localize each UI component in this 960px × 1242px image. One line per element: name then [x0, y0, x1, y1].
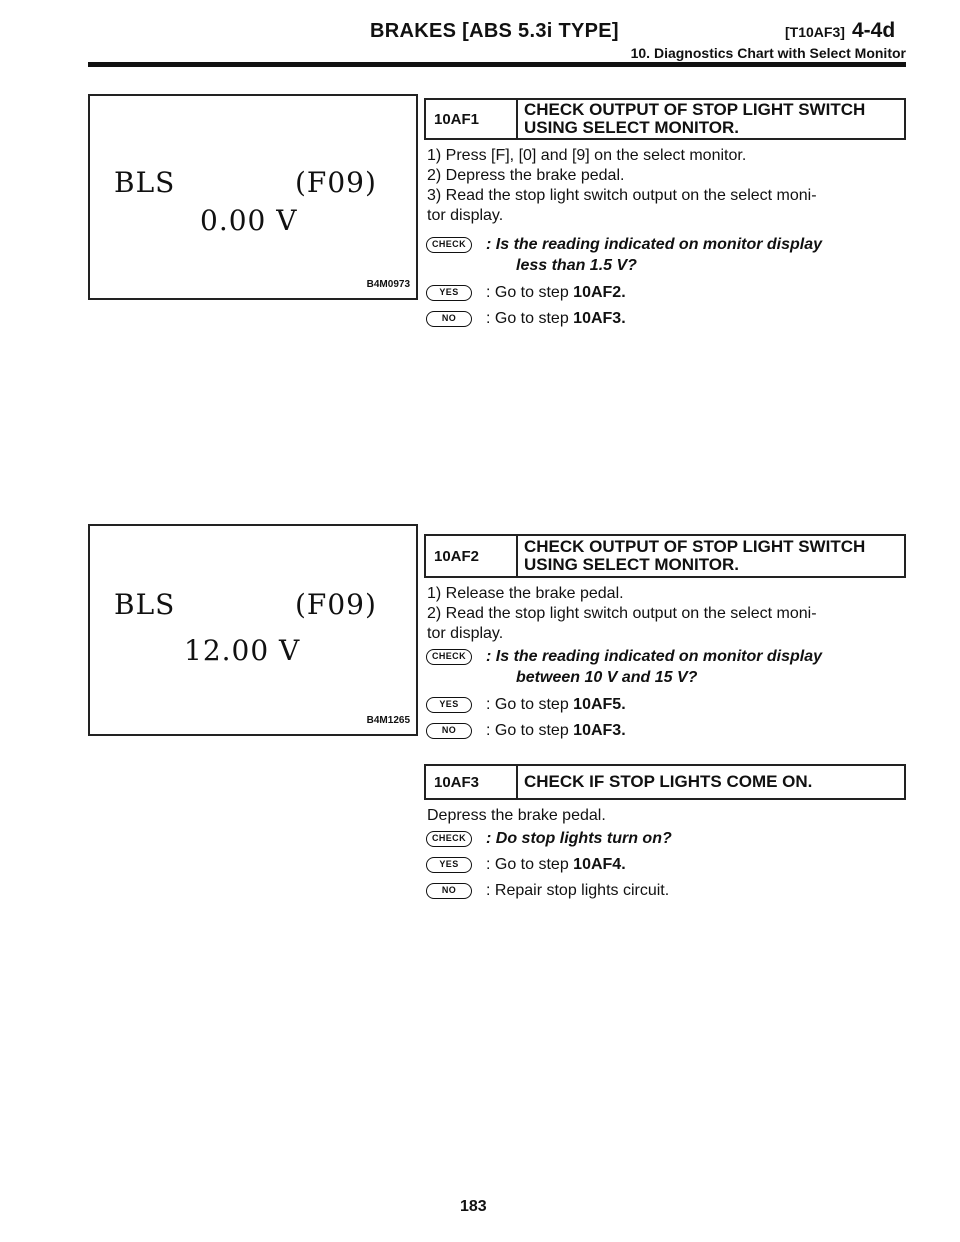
yes-step: 10AF4. — [573, 856, 626, 873]
step-title-line-2: USING SELECT MONITOR. — [524, 555, 740, 574]
page-title: BRAKES [ABS 5.3i TYPE] — [370, 20, 619, 42]
step-instructions — [427, 806, 907, 826]
no-row — [426, 882, 669, 900]
step-title — [518, 766, 818, 798]
step-title — [518, 536, 871, 576]
step-code: 10AF1 — [426, 100, 518, 138]
page-reference: 4-4d — [852, 19, 896, 42]
step-header-10af3 — [424, 764, 906, 800]
yes-step: 10AF5. — [573, 696, 626, 713]
no-icon: NO — [426, 311, 472, 327]
yes-text: : Go to step — [486, 856, 569, 873]
figure-tag: B4M1265 — [366, 715, 410, 726]
instruction-line: 1) Release the brake pedal. — [427, 585, 624, 602]
instruction-line: tor display. — [427, 625, 504, 642]
no-text: : Repair stop lights circuit. — [486, 882, 670, 899]
check-row — [426, 830, 672, 848]
check-question-cont: less than 1.5 V? — [516, 257, 637, 274]
check-question: : Do stop lights turn on? — [486, 830, 672, 847]
instruction-line: 2) Read the stop light switch output on the select moni- — [427, 605, 817, 622]
step-instructions — [427, 146, 907, 226]
display-label: BLS — [114, 588, 176, 621]
yes-text: : Go to step — [486, 696, 569, 713]
instruction-line: Depress the brake pedal. — [427, 807, 606, 824]
check-question-cont: between 10 V and 15 V? — [516, 669, 698, 686]
no-text: : Go to step — [486, 310, 569, 327]
no-row — [426, 310, 626, 328]
step-code: 10AF3 — [426, 766, 518, 798]
figure-tag: B4M0973 — [366, 279, 410, 290]
step-title-line-2: USING SELECT MONITOR. — [524, 118, 740, 137]
yes-text: : Go to step — [486, 284, 569, 301]
instruction-line: 3) Read the stop light switch output on the select moni- — [427, 187, 817, 204]
step-code: 10AF2 — [426, 536, 518, 576]
no-step: 10AF3. — [573, 310, 626, 327]
check-question: : Is the reading indicated on monitor display — [486, 648, 823, 665]
display-code: (F09) — [295, 166, 377, 199]
header-rule — [88, 62, 906, 67]
yes-row — [426, 696, 626, 714]
check-icon: CHECK — [426, 831, 472, 847]
step-title-line-1: CHECK IF STOP LIGHTS COME ON. — [524, 772, 813, 791]
step-header-10af2 — [424, 534, 906, 578]
section-code: [T10AF3] — [785, 24, 845, 40]
check-row — [426, 236, 822, 254]
no-text: : Go to step — [486, 722, 569, 739]
no-icon: NO — [426, 723, 472, 739]
instruction-line: 2) Depress the brake pedal. — [427, 167, 625, 184]
page-number: 183 — [460, 1198, 487, 1215]
no-step: 10AF3. — [573, 722, 626, 739]
no-row — [426, 722, 626, 740]
check-icon: CHECK — [426, 237, 472, 253]
step-title-line-1: CHECK OUTPUT OF STOP LIGHT SWITCH — [524, 537, 866, 556]
yes-row — [426, 284, 626, 302]
display-value: 12.00 V — [184, 634, 301, 667]
page-subtitle: 10. Diagnostics Chart with Select Monitor — [630, 45, 906, 61]
step-header-10af1 — [424, 98, 906, 140]
check-icon: CHECK — [426, 649, 472, 665]
no-icon: NO — [426, 883, 472, 899]
display-code: (F09) — [295, 588, 377, 621]
yes-icon: YES — [426, 285, 472, 301]
yes-row — [426, 856, 626, 874]
check-row — [426, 648, 822, 666]
yes-icon: YES — [426, 857, 472, 873]
yes-icon: YES — [426, 697, 472, 713]
monitor-display-figure-1 — [88, 94, 418, 300]
display-value: 0.00 V — [200, 204, 298, 237]
display-label: BLS — [114, 166, 176, 199]
yes-step: 10AF2. — [573, 284, 626, 301]
check-question: : Is the reading indicated on monitor display — [486, 236, 823, 253]
step-title — [518, 100, 871, 138]
step-title-line-1: CHECK OUTPUT OF STOP LIGHT SWITCH — [524, 100, 866, 119]
instruction-line: 1) Press [F], [0] and [9] on the select monitor. — [427, 147, 747, 164]
monitor-display-figure-2 — [88, 524, 418, 736]
step-instructions — [427, 584, 907, 644]
instruction-line: tor display. — [427, 207, 504, 224]
